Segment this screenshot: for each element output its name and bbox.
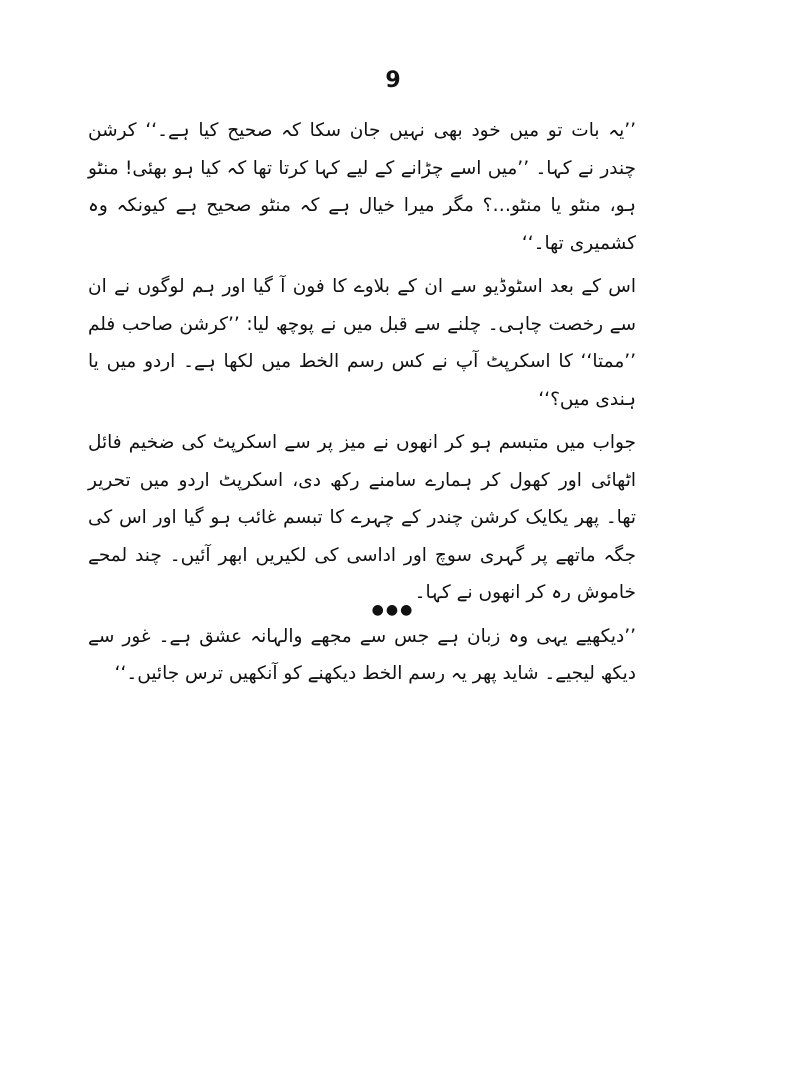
page-number: 9 (385, 68, 401, 93)
section-end-mark: ●●● (371, 602, 415, 618)
paragraph: ’’دیکھیے یہی وہ زبان ہے جس سے مجھے والہانہ عشق ہے۔ غور سے دیکھ لیجیے۔ شاید پھر یہ رسم الخط دیکھنے کو آنکھیں ترس جائیں۔‘‘ (88, 625, 636, 684)
paragraph: ’’یہ بات تو میں خود بھی نہیں جان سکا کہ صحیح کیا ہے۔‘‘ کرشن چندر نے کہا۔ ’’میں اسے چڑانے کے لیے کہا کرتا تھا کہ کیا ہو بھئی! منٹو ہو، منٹو یا منٹو…؟ مگر میرا خیال ہے کہ منٹو صحیح ہے کیونکہ وہ کشمیری تھا۔‘‘ (88, 120, 636, 254)
paragraph: اس کے بعد اسٹوڈیو سے ان کے بلاوے کا فون آ گیا اور ہم لوگوں نے ان سے رخصت چاہی۔ چلنے سے قبل میں نے پوچھ لیا: ’’کرشن صاحب فلم ’’ممتا‘‘ کا اسکرپٹ آپ نے کس رسم الخط میں لکھا ہے۔ اردو میں یا ہندی میں؟‘‘ (88, 276, 636, 410)
paragraph: جواب میں متبسم ہو کر انھوں نے میز پر سے اسکرپٹ کی ضخیم فائل اٹھائی اور کھول کر ہمارے سامنے رکھ دی، اسکرپٹ اردو میں تحریر تھا۔ پھر یکایک کرشن چندر کے چہرے کا تبسم غائب ہو گیا اور اس کی جگہ ماتھے پر گہری سوچ اور اداسی کی لکیریں ابھر آئیں۔ چند لمحے خاموش رہ کر انھوں نے کہا۔ (88, 432, 636, 603)
